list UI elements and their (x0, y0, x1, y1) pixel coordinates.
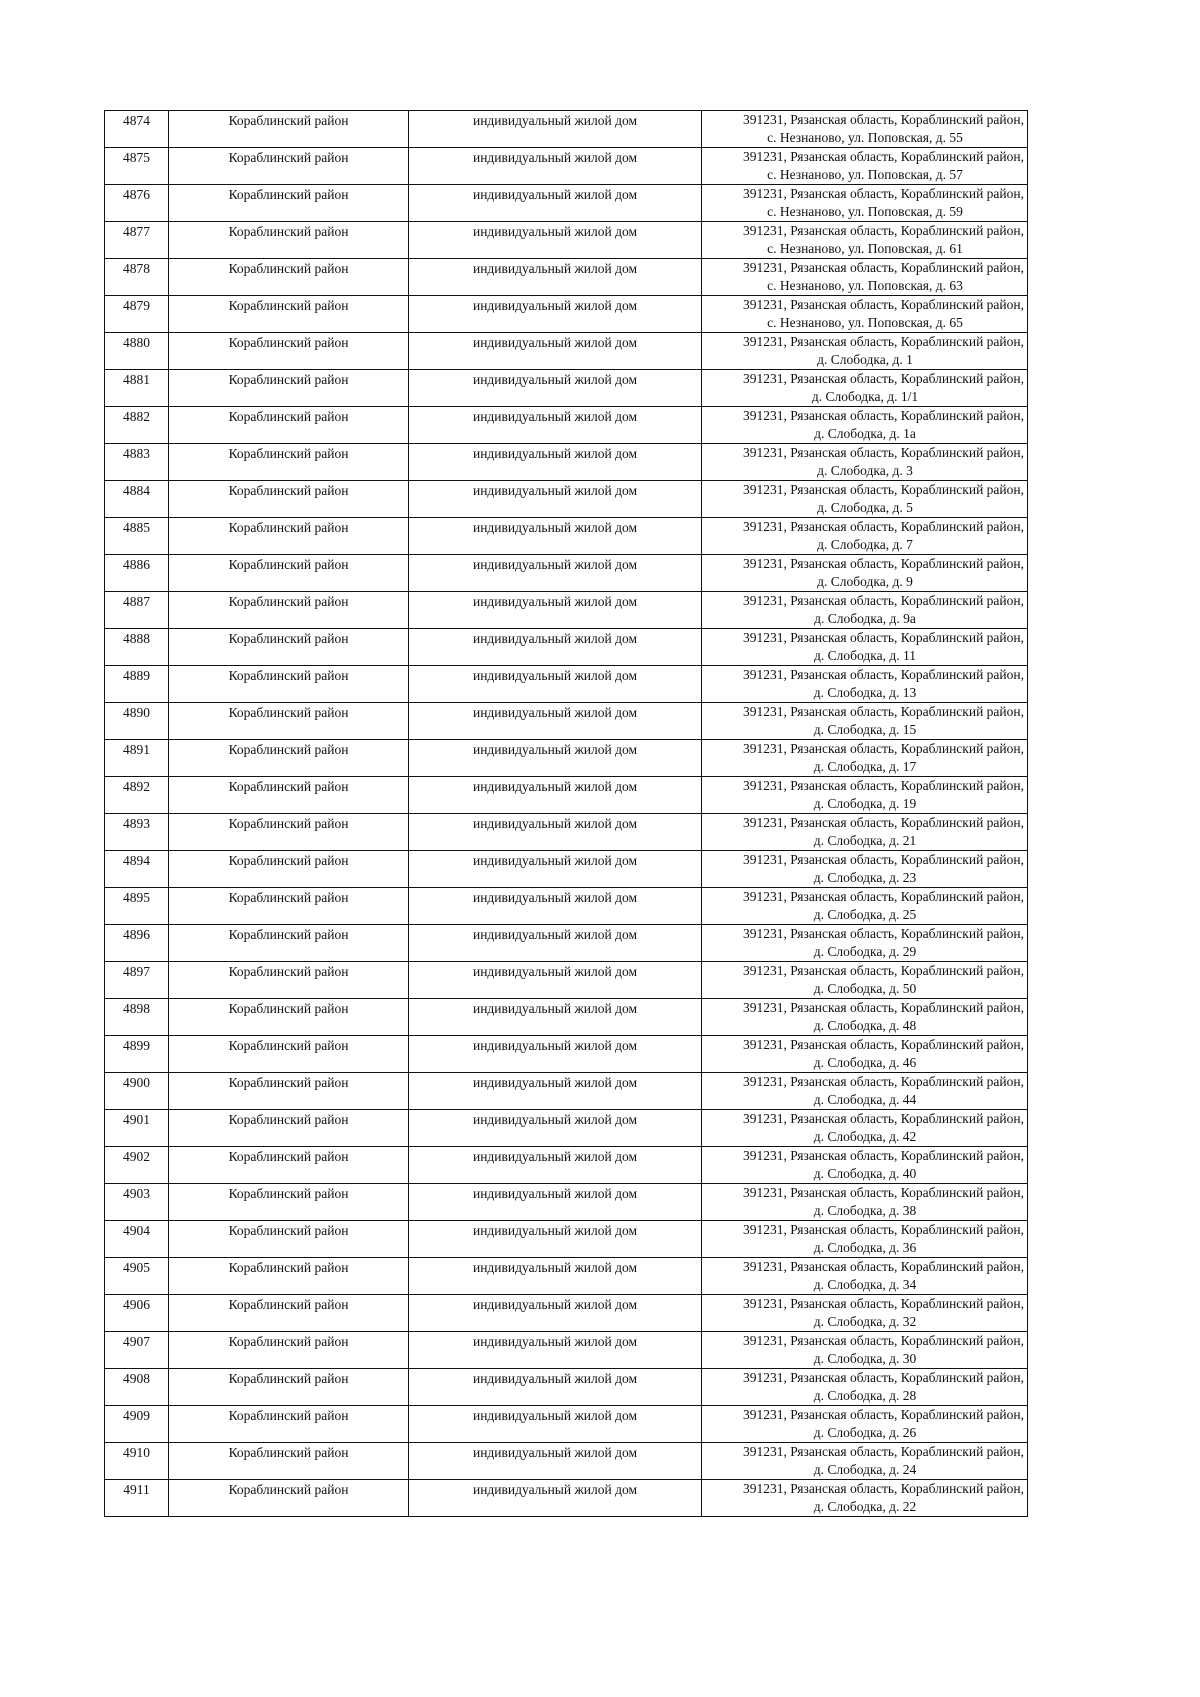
table-row (105, 1480, 1028, 1517)
address-line-locality: д. Слободка, д. 9а (814, 611, 916, 626)
row-number: 4904 (105, 1221, 169, 1258)
object-type-cell: индивидуальный жилой дом (409, 888, 702, 925)
address-line-region: 391231, Рязанская область, Кораблинский район, (743, 1296, 1024, 1311)
address-line-locality: д. Слободка, д. 29 (813, 944, 917, 959)
address-line-region: 391231, Рязанская область, Кораблинский район, (743, 1037, 1024, 1052)
row-number: 4906 (105, 1295, 169, 1332)
address-line-region: 391231, Рязанская область, Кораблинский район, (743, 926, 1024, 941)
district-cell: Кораблинский район (169, 740, 409, 777)
address-line-region: 391231, Рязанская область, Кораблинский район, (743, 260, 1024, 275)
table-row (105, 1073, 1028, 1110)
address-line-region: 391231, Рязанская область, Кораблинский район, (743, 741, 1024, 756)
object-type-cell: индивидуальный жилой дом (409, 1184, 702, 1221)
district-cell: Кораблинский район (169, 999, 409, 1036)
district-cell: Кораблинский район (169, 851, 409, 888)
district-cell: Кораблинский район (169, 1443, 409, 1480)
table-row (105, 296, 1028, 333)
address-cell (702, 1110, 1028, 1147)
row-number: 4888 (105, 629, 169, 666)
district-cell: Кораблинский район (169, 296, 409, 333)
row-number: 4876 (105, 185, 169, 222)
object-type-cell: индивидуальный жилой дом (409, 333, 702, 370)
address-cell (702, 1258, 1028, 1295)
address-cell (702, 925, 1028, 962)
object-type-cell: индивидуальный жилой дом (409, 1480, 702, 1517)
address-line-locality: д. Слободка, д. 22 (813, 1499, 917, 1514)
row-number: 4909 (105, 1406, 169, 1443)
address-line-locality: д. Слободка, д. 50 (813, 981, 917, 996)
address-line-region: 391231, Рязанская область, Кораблинский район, (743, 852, 1024, 867)
district-cell: Кораблинский район (169, 1295, 409, 1332)
row-number: 4887 (105, 592, 169, 629)
table-row (105, 1369, 1028, 1406)
district-cell: Кораблинский район (169, 1184, 409, 1221)
row-number: 4875 (105, 148, 169, 185)
table-row (105, 1332, 1028, 1369)
object-type-cell: индивидуальный жилой дом (409, 518, 702, 555)
address-line-locality: д. Слободка, д. 26 (813, 1425, 917, 1440)
object-type-cell: индивидуальный жилой дом (409, 296, 702, 333)
district-cell: Кораблинский район (169, 962, 409, 999)
address-line-locality: д. Слободка, д. 1/1 (811, 389, 919, 404)
object-type-cell: индивидуальный жилой дом (409, 1258, 702, 1295)
address-line-region: 391231, Рязанская область, Кораблинский район, (743, 1444, 1024, 1459)
address-line-region: 391231, Рязанская область, Кораблинский район, (743, 371, 1024, 386)
row-number: 4892 (105, 777, 169, 814)
object-type-cell: индивидуальный жилой дом (409, 555, 702, 592)
address-cell (702, 1369, 1028, 1406)
address-line-locality: д. Слободка, д. 9 (817, 574, 913, 589)
object-type-cell: индивидуальный жилой дом (409, 814, 702, 851)
district-cell: Кораблинский район (169, 370, 409, 407)
table-row (105, 1406, 1028, 1443)
row-number: 4878 (105, 259, 169, 296)
district-cell: Кораблинский район (169, 703, 409, 740)
table-row (105, 1110, 1028, 1147)
district-cell: Кораблинский район (169, 666, 409, 703)
row-number: 4886 (105, 555, 169, 592)
district-cell: Кораблинский район (169, 1036, 409, 1073)
object-type-cell: индивидуальный жилой дом (409, 111, 702, 148)
table-row (105, 1221, 1028, 1258)
address-line-locality: д. Слободка, д. 40 (813, 1166, 917, 1181)
row-number: 4874 (105, 111, 169, 148)
row-number: 4910 (105, 1443, 169, 1480)
table-row (105, 1184, 1028, 1221)
address-line-region: 391231, Рязанская область, Кораблинский район, (743, 1000, 1024, 1015)
object-type-cell: индивидуальный жилой дом (409, 777, 702, 814)
table-row (105, 333, 1028, 370)
row-number: 4893 (105, 814, 169, 851)
row-number: 4890 (105, 703, 169, 740)
address-line-locality: д. Слободка, д. 36 (813, 1240, 917, 1255)
district-cell: Кораблинский район (169, 407, 409, 444)
district-cell: Кораблинский район (169, 481, 409, 518)
row-number: 4879 (105, 296, 169, 333)
object-type-cell: индивидуальный жилой дом (409, 703, 702, 740)
address-line-locality: д. Слободка, д. 32 (813, 1314, 917, 1329)
object-type-cell: индивидуальный жилой дом (409, 999, 702, 1036)
table-body (105, 111, 1028, 1517)
address-line-region: 391231, Рязанская область, Кораблинский район, (743, 630, 1024, 645)
address-line-region: 391231, Рязанская область, Кораблинский район, (743, 1111, 1024, 1126)
address-line-locality: с. Незнаново, ул. Поповская, д. 59 (767, 204, 963, 219)
row-number: 4907 (105, 1332, 169, 1369)
district-cell: Кораблинский район (169, 259, 409, 296)
district-cell: Кораблинский район (169, 592, 409, 629)
address-cell (702, 111, 1028, 148)
object-type-cell: индивидуальный жилой дом (409, 1073, 702, 1110)
address-cell (702, 592, 1028, 629)
table-row (105, 888, 1028, 925)
district-cell: Кораблинский район (169, 1406, 409, 1443)
table-row (105, 1258, 1028, 1295)
table-row (105, 1295, 1028, 1332)
address-line-region: 391231, Рязанская область, Кораблинский район, (743, 149, 1024, 164)
address-line-locality: д. Слободка, д. 3 (817, 463, 913, 478)
district-cell: Кораблинский район (169, 1480, 409, 1517)
address-line-locality: д. Слободка, д. 5 (817, 500, 913, 515)
row-number: 4889 (105, 666, 169, 703)
address-cell (702, 777, 1028, 814)
object-type-cell: индивидуальный жилой дом (409, 407, 702, 444)
table-row (105, 1036, 1028, 1073)
table-row (105, 814, 1028, 851)
object-type-cell: индивидуальный жилой дом (409, 1147, 702, 1184)
object-type-cell: индивидуальный жилой дом (409, 259, 702, 296)
address-cell (702, 1036, 1028, 1073)
address-cell (702, 851, 1028, 888)
address-line-locality: д. Слободка, д. 7 (817, 537, 913, 552)
address-line-region: 391231, Рязанская область, Кораблинский район, (743, 815, 1024, 830)
object-type-cell: индивидуальный жилой дом (409, 629, 702, 666)
address-cell (702, 1332, 1028, 1369)
district-cell: Кораблинский район (169, 555, 409, 592)
address-line-region: 391231, Рязанская область, Кораблинский район, (743, 112, 1024, 127)
address-line-locality: д. Слободка, д. 19 (813, 796, 917, 811)
district-cell: Кораблинский район (169, 888, 409, 925)
address-line-region: 391231, Рязанская область, Кораблинский район, (743, 1370, 1024, 1385)
address-cell (702, 1295, 1028, 1332)
address-cell (702, 444, 1028, 481)
row-number: 4877 (105, 222, 169, 259)
district-cell: Кораблинский район (169, 222, 409, 259)
object-type-cell: индивидуальный жилой дом (409, 1295, 702, 1332)
row-number: 4883 (105, 444, 169, 481)
address-line-region: 391231, Рязанская область, Кораблинский район, (743, 667, 1024, 682)
row-number: 4885 (105, 518, 169, 555)
object-type-cell: индивидуальный жилой дом (409, 666, 702, 703)
address-line-region: 391231, Рязанская область, Кораблинский район, (743, 334, 1024, 349)
row-number: 4880 (105, 333, 169, 370)
table-row (105, 703, 1028, 740)
object-type-cell: индивидуальный жилой дом (409, 148, 702, 185)
address-line-region: 391231, Рязанская область, Кораблинский район, (743, 778, 1024, 793)
address-cell (702, 296, 1028, 333)
address-line-locality: д. Слободка, д. 48 (813, 1018, 917, 1033)
row-number: 4901 (105, 1110, 169, 1147)
object-type-cell: индивидуальный жилой дом (409, 185, 702, 222)
address-line-locality: с. Незнаново, ул. Поповская, д. 55 (767, 130, 963, 145)
address-line-region: 391231, Рязанская область, Кораблинский район, (743, 889, 1024, 904)
object-type-cell: индивидуальный жилой дом (409, 925, 702, 962)
object-type-cell: индивидуальный жилой дом (409, 370, 702, 407)
district-cell: Кораблинский район (169, 925, 409, 962)
district-cell: Кораблинский район (169, 111, 409, 148)
row-number: 4897 (105, 962, 169, 999)
table-row (105, 407, 1028, 444)
district-cell: Кораблинский район (169, 1258, 409, 1295)
address-cell (702, 1443, 1028, 1480)
object-type-cell: индивидуальный жилой дом (409, 222, 702, 259)
table-row (105, 555, 1028, 592)
table-row (105, 851, 1028, 888)
address-cell (702, 703, 1028, 740)
row-number: 4881 (105, 370, 169, 407)
district-cell: Кораблинский район (169, 1369, 409, 1406)
address-cell (702, 962, 1028, 999)
district-cell: Кораблинский район (169, 185, 409, 222)
address-line-locality: д. Слободка, д. 46 (813, 1055, 917, 1070)
address-cell (702, 370, 1028, 407)
address-line-region: 391231, Рязанская область, Кораблинский район, (743, 186, 1024, 201)
address-cell (702, 1073, 1028, 1110)
object-type-cell: индивидуальный жилой дом (409, 962, 702, 999)
district-cell: Кораблинский район (169, 518, 409, 555)
address-line-locality: с. Незнаново, ул. Поповская, д. 65 (767, 315, 963, 330)
table-row (105, 444, 1028, 481)
row-number: 4903 (105, 1184, 169, 1221)
address-cell (702, 814, 1028, 851)
address-line-locality: д. Слободка, д. 24 (813, 1462, 917, 1477)
address-line-locality: д. Слободка, д. 1 (817, 352, 913, 367)
address-cell (702, 1221, 1028, 1258)
address-line-locality: с. Незнаново, ул. Поповская, д. 63 (767, 278, 963, 293)
address-line-locality: д. Слободка, д. 44 (813, 1092, 917, 1107)
address-line-locality: д. Слободка, д. 21 (813, 833, 917, 848)
table-row (105, 1443, 1028, 1480)
table-row (105, 740, 1028, 777)
table-row (105, 962, 1028, 999)
table-row (105, 185, 1028, 222)
address-cell (702, 555, 1028, 592)
address-line-region: 391231, Рязанская область, Кораблинский район, (743, 408, 1024, 423)
object-type-cell: индивидуальный жилой дом (409, 1332, 702, 1369)
address-line-region: 391231, Рязанская область, Кораблинский район, (743, 1074, 1024, 1089)
row-number: 4891 (105, 740, 169, 777)
address-line-locality: д. Слободка, д. 34 (813, 1277, 917, 1292)
district-cell: Кораблинский район (169, 444, 409, 481)
district-cell: Кораблинский район (169, 777, 409, 814)
address-line-region: 391231, Рязанская область, Кораблинский район, (743, 445, 1024, 460)
object-type-cell: индивидуальный жилой дом (409, 481, 702, 518)
row-number: 4902 (105, 1147, 169, 1184)
table-row (105, 148, 1028, 185)
address-line-locality: д. Слободка, д. 25 (813, 907, 917, 922)
address-line-locality: д. Слободка, д. 30 (813, 1351, 917, 1366)
row-number: 4898 (105, 999, 169, 1036)
address-table (104, 110, 1028, 1517)
table-row (105, 1147, 1028, 1184)
table-row (105, 999, 1028, 1036)
district-cell: Кораблинский район (169, 814, 409, 851)
table-row (105, 925, 1028, 962)
address-line-region: 391231, Рязанская область, Кораблинский район, (743, 593, 1024, 608)
address-line-locality: д. Слободка, д. 42 (813, 1129, 917, 1144)
address-cell (702, 333, 1028, 370)
row-number: 4908 (105, 1369, 169, 1406)
address-line-region: 391231, Рязанская область, Кораблинский район, (743, 963, 1024, 978)
object-type-cell: индивидуальный жилой дом (409, 1036, 702, 1073)
address-cell (702, 1147, 1028, 1184)
address-line-locality: д. Слободка, д. 38 (813, 1203, 917, 1218)
object-type-cell: индивидуальный жилой дом (409, 592, 702, 629)
address-cell (702, 999, 1028, 1036)
address-line-locality: с. Незнаново, ул. Поповская, д. 57 (767, 167, 963, 182)
address-line-region: 391231, Рязанская область, Кораблинский район, (743, 1407, 1024, 1422)
row-number: 4899 (105, 1036, 169, 1073)
address-line-region: 391231, Рязанская область, Кораблинский район, (743, 223, 1024, 238)
address-line-locality: д. Слободка, д. 11 (814, 648, 916, 663)
address-line-region: 391231, Рязанская область, Кораблинский район, (743, 482, 1024, 497)
address-line-locality: д. Слободка, д. 23 (813, 870, 917, 885)
row-number: 4884 (105, 481, 169, 518)
table-row (105, 222, 1028, 259)
district-cell: Кораблинский район (169, 1073, 409, 1110)
address-cell (702, 629, 1028, 666)
object-type-cell: индивидуальный жилой дом (409, 1369, 702, 1406)
address-cell (702, 740, 1028, 777)
district-cell: Кораблинский район (169, 1147, 409, 1184)
district-cell: Кораблинский район (169, 629, 409, 666)
table-row (105, 259, 1028, 296)
row-number: 4882 (105, 407, 169, 444)
address-line-region: 391231, Рязанская область, Кораблинский район, (743, 1259, 1024, 1274)
district-cell: Кораблинский район (169, 333, 409, 370)
table-row (105, 111, 1028, 148)
address-cell (702, 481, 1028, 518)
address-line-region: 391231, Рязанская область, Кораблинский район, (743, 297, 1024, 312)
address-cell (702, 1480, 1028, 1517)
address-line-region: 391231, Рязанская область, Кораблинский район, (743, 1481, 1024, 1496)
address-cell (702, 888, 1028, 925)
object-type-cell: индивидуальный жилой дом (409, 851, 702, 888)
table-row (105, 518, 1028, 555)
address-cell (702, 185, 1028, 222)
address-cell (702, 259, 1028, 296)
address-line-locality: д. Слободка, д. 28 (813, 1388, 917, 1403)
table-row (105, 370, 1028, 407)
address-line-locality: д. Слободка, д. 13 (813, 685, 917, 700)
table-row (105, 481, 1028, 518)
address-line-locality: д. Слободка, д. 17 (813, 759, 917, 774)
row-number: 4905 (105, 1258, 169, 1295)
address-line-region: 391231, Рязанская область, Кораблинский район, (743, 1185, 1024, 1200)
address-line-locality: д. Слободка, д. 1а (814, 426, 916, 441)
address-line-locality: с. Незнаново, ул. Поповская, д. 61 (767, 241, 963, 256)
address-cell (702, 666, 1028, 703)
table-row (105, 592, 1028, 629)
address-cell (702, 1406, 1028, 1443)
row-number: 4911 (105, 1480, 169, 1517)
address-line-region: 391231, Рязанская область, Кораблинский район, (743, 1148, 1024, 1163)
row-number: 4894 (105, 851, 169, 888)
table-row (105, 777, 1028, 814)
table-row (105, 629, 1028, 666)
address-cell (702, 222, 1028, 259)
address-cell (702, 407, 1028, 444)
object-type-cell: индивидуальный жилой дом (409, 1443, 702, 1480)
object-type-cell: индивидуальный жилой дом (409, 444, 702, 481)
district-cell: Кораблинский район (169, 1332, 409, 1369)
row-number: 4900 (105, 1073, 169, 1110)
address-line-region: 391231, Рязанская область, Кораблинский район, (743, 519, 1024, 534)
district-cell: Кораблинский район (169, 148, 409, 185)
address-cell (702, 518, 1028, 555)
district-cell: Кораблинский район (169, 1221, 409, 1258)
object-type-cell: индивидуальный жилой дом (409, 740, 702, 777)
address-line-region: 391231, Рязанская область, Кораблинский район, (743, 1333, 1024, 1348)
object-type-cell: индивидуальный жилой дом (409, 1110, 702, 1147)
address-line-region: 391231, Рязанская область, Кораблинский район, (743, 1222, 1024, 1237)
row-number: 4896 (105, 925, 169, 962)
row-number: 4895 (105, 888, 169, 925)
address-cell (702, 148, 1028, 185)
address-line-region: 391231, Рязанская область, Кораблинский район, (743, 556, 1024, 571)
district-cell: Кораблинский район (169, 1110, 409, 1147)
address-line-region: 391231, Рязанская область, Кораблинский район, (743, 704, 1024, 719)
object-type-cell: индивидуальный жилой дом (409, 1221, 702, 1258)
address-line-locality: д. Слободка, д. 15 (813, 722, 917, 737)
table-row (105, 666, 1028, 703)
object-type-cell: индивидуальный жилой дом (409, 1406, 702, 1443)
address-cell (702, 1184, 1028, 1221)
